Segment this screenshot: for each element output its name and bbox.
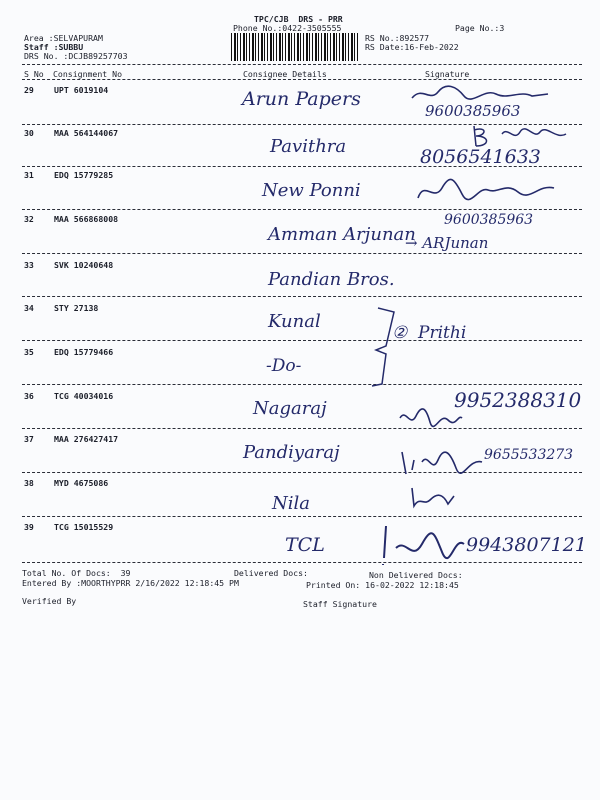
- signature-phone: 8056541633: [420, 146, 541, 168]
- row-sno: 34: [24, 303, 34, 313]
- area-label: Area :SELVAPURAM: [24, 33, 103, 43]
- document-title: TPC/CJB DRS - PRR: [254, 14, 343, 24]
- consignee-handwritten: Arun Papers: [242, 88, 361, 110]
- signature-phone: 9952388310: [454, 388, 582, 412]
- row-sno: 30: [24, 128, 34, 138]
- row-sno: 29: [24, 85, 34, 95]
- row-consignment: MAA 566868008: [54, 214, 119, 224]
- phone-number: Phone No.:0422-3505555: [233, 23, 342, 33]
- row-divider: [22, 340, 582, 341]
- entered-by: Entered By :MOORTHYPRR 2/16/2022 12:18:45 PM: [22, 578, 239, 588]
- consignee-handwritten: TCL: [285, 534, 325, 556]
- row-divider: [22, 296, 582, 297]
- page-number: Page No.:3: [455, 23, 505, 33]
- row-divider: [22, 253, 582, 254]
- consignee-handwritten: Pandiyaraj: [243, 442, 340, 463]
- row-sno: 33: [24, 260, 34, 270]
- row-divider: [22, 472, 582, 473]
- rs-number: RS No.:892577: [365, 33, 430, 43]
- row-sno: 37: [24, 434, 34, 444]
- row-divider: [22, 516, 582, 517]
- consignee-handwritten: Nagaraj: [253, 398, 327, 419]
- row-consignment: EDQ 15779466: [54, 347, 114, 357]
- consignee-handwritten: Nila: [272, 493, 310, 514]
- row-consignment: MAA 276427417: [54, 434, 119, 444]
- staff-label: Staff :SUBBU: [24, 42, 84, 52]
- row-consignment: STY 27138: [54, 303, 99, 313]
- row-consignment: SVK 10240648: [54, 260, 114, 270]
- signature-scribble: [376, 522, 468, 568]
- printed-on: Printed On: 16-02-2022 12:18:45: [306, 580, 459, 590]
- drs-number: DRS No. :DCJB89257703: [24, 51, 128, 61]
- signature-scribble: [408, 484, 458, 512]
- row-divider: [22, 428, 582, 429]
- column-header-sno: S No: [24, 69, 44, 79]
- column-header-consignment: Consignment No: [53, 69, 123, 79]
- divider: [22, 79, 582, 80]
- column-header-consignee: Consignee Details: [243, 69, 327, 79]
- signature-scribble: [398, 448, 488, 478]
- row-consignment: TCG 40034016: [54, 391, 114, 401]
- row-consignment: EDQ 15779285: [54, 170, 114, 180]
- staff-signature: Staff Signature: [303, 599, 377, 609]
- signature-scribble: [396, 404, 466, 434]
- row-consignment: MYD 4675086: [54, 478, 109, 488]
- signature-phone: 9943807121: [466, 534, 587, 556]
- signature-name: ② Prithi: [392, 323, 467, 343]
- verified-by: Verified By: [22, 596, 77, 606]
- signature-phone: 9655533273: [484, 447, 574, 463]
- consignee-handwritten: -Do-: [266, 356, 302, 376]
- rs-date: RS Date:16-Feb-2022: [365, 42, 459, 52]
- row-sno: 32: [24, 214, 34, 224]
- row-consignment: MAA 564144067: [54, 128, 119, 138]
- row-sno: 39: [24, 522, 34, 532]
- row-sno: 36: [24, 391, 34, 401]
- consignee-handwritten: Pandian Bros.: [268, 269, 395, 290]
- row-divider: [22, 384, 582, 385]
- circled-number: [392, 332, 412, 352]
- divider: [22, 64, 582, 65]
- signature-phone: 9600385963: [425, 102, 521, 120]
- signature-scribble: [470, 124, 580, 150]
- consignee-handwritten: New Ponni: [262, 180, 361, 201]
- delivered-docs: Delivered Docs:: [234, 568, 308, 578]
- column-header-signature: Signature: [425, 69, 470, 79]
- row-sno: 31: [24, 170, 34, 180]
- consignee-handwritten: Amman Arjunan: [268, 224, 416, 245]
- signature-scribble: [408, 82, 558, 106]
- signature-phone: 9600385963: [444, 212, 534, 228]
- row-sno: 38: [24, 478, 34, 488]
- row-divider: [22, 209, 582, 210]
- non-delivered-docs: Non Delivered Docs:: [369, 570, 463, 580]
- barcode-image: [231, 33, 359, 61]
- row-consignment: UPT 6019104: [54, 85, 109, 95]
- signature-name: → ARJunan: [405, 234, 489, 252]
- row-divider: [22, 562, 582, 563]
- signature-scribble: [414, 176, 564, 206]
- row-sno: 35: [24, 347, 34, 357]
- consignee-handwritten: Pavithra: [270, 136, 347, 157]
- row-consignment: TCG 15015529: [54, 522, 114, 532]
- consignee-handwritten: Kunal: [268, 311, 321, 332]
- total-docs: Total No. Of Docs: 39: [22, 568, 131, 578]
